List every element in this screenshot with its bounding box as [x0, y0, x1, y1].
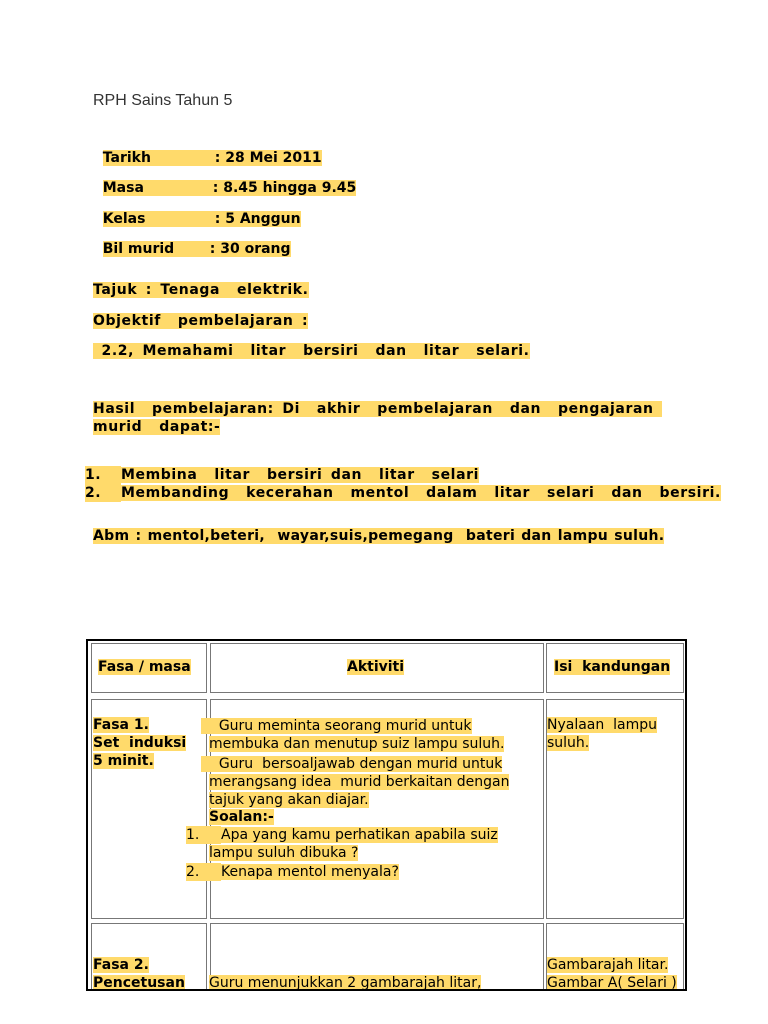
activity-line-4-text: merangsang idea murid berkaitan dengan — [209, 774, 510, 790]
hasil-line-2-text: murid dapat:- — [93, 419, 221, 435]
tajuk-text: Tajuk : Tenaga elektrik. — [93, 282, 309, 298]
row2-fasa-1-text: Fasa 2. — [93, 957, 149, 973]
soalan-label-text: Soalan:- — [209, 809, 274, 825]
activity-line-2-text: membuka dan menutup suiz lampu suluh. — [209, 736, 505, 752]
list-number: 2. — [85, 484, 121, 502]
info-label: Tarikh — [102, 150, 151, 166]
activity-line-5 — [209, 791, 369, 809]
header-aktiviti-text: Aktiviti — [347, 659, 405, 675]
question-1-text: Apa yang kamu perhatikan apabila suiz — [221, 827, 498, 843]
row2-activity-text: Guru menunjukkan 2 gambarajah litar, — [209, 975, 482, 991]
row1-fasa-2-text: Set induksi — [93, 735, 187, 751]
activity-line-3 — [201, 755, 502, 773]
abm-text: Abm : mentol,beteri, wayar,suis,pemegang bateri dan lampu suluh. — [93, 528, 665, 544]
row1-fasa-1-text: Fasa 1. — [93, 717, 149, 733]
activity-line-2 — [209, 735, 504, 753]
row1-fasa-1 — [93, 716, 149, 734]
row2-isi-1-text: Gambarajah litar. — [547, 957, 669, 973]
tajuk — [93, 280, 309, 300]
list-text: Membina litar bersiri dan litar selari — [120, 467, 480, 483]
header-isi-text: Isi kandungan — [554, 659, 671, 675]
question-2-text: Kenapa mentol menyala? — [221, 864, 399, 880]
question-1 — [186, 826, 498, 844]
lesson-table — [86, 639, 687, 991]
activity-line-3-text: Guru bersoaljawab dengan murid untuk — [218, 756, 503, 772]
info-bil-murid — [93, 219, 291, 259]
row2-fasa-2 — [93, 974, 185, 991]
row2-fasa-2-text: Pencetusan — [93, 975, 185, 991]
objektif — [93, 341, 530, 361]
row2-isi-1 — [547, 956, 668, 974]
hasil-line-1 — [93, 400, 662, 418]
list-text: Membanding kecerahan mentol dalam litar selari dan bersiri. — [120, 485, 721, 501]
info-value: : 30 orang — [209, 241, 291, 257]
row2-isi-2-text: Gambar A( Selari ) — [547, 975, 677, 991]
activity-line-5-text: tajuk yang akan diajar. — [209, 792, 369, 808]
info-label: Kelas — [102, 211, 146, 227]
info-label: Bil murid — [102, 241, 175, 257]
info-value: : 5 Anggun — [214, 211, 301, 227]
info-label: Masa — [102, 180, 144, 196]
question-2-number: 2. — [186, 863, 221, 881]
header-fasa-text: Fasa / masa — [98, 659, 191, 675]
info-value: : 8.45 hingga 9.45 — [212, 180, 357, 196]
row1-isi-2-text: suluh. — [547, 735, 590, 751]
header-aktiviti — [347, 658, 404, 676]
row2-activity — [209, 974, 481, 991]
info-value: : 28 Mei 2011 — [214, 150, 322, 166]
row1-fasa-3 — [93, 752, 154, 770]
document-title: RPH Sains Tahun 5 — [93, 92, 233, 109]
question-1-cont-text: lampu suluh dibuka ? — [209, 845, 359, 861]
soalan-label — [209, 808, 274, 826]
row2-isi-2 — [547, 974, 677, 991]
hasil-line-2 — [93, 418, 220, 436]
objektif-text: 2.2, Memahami litar bersiri dan litar selari. — [93, 343, 530, 359]
row1-fasa-2 — [93, 734, 186, 752]
hasil-line-1-text: Hasil pembelajaran: Di akhir pembelajaran dan pengajaran — [93, 401, 663, 417]
objektif-label-text: Objektif pembelajaran : — [93, 313, 309, 329]
activity-line-1 — [201, 717, 472, 735]
header-isi — [554, 658, 670, 676]
list-number: 1. — [85, 466, 121, 484]
header-fasa — [98, 658, 191, 676]
hasil-item-2 — [68, 466, 721, 502]
row1-isi-1 — [547, 716, 657, 734]
row1-fasa-3-text: 5 minit. — [93, 753, 154, 769]
question-1-number: 1. — [186, 826, 221, 844]
activity-line-1-text: Guru meminta seorang murid untuk — [218, 718, 472, 734]
abm — [93, 526, 664, 546]
row1-isi-2 — [547, 734, 589, 752]
question-1-cont — [209, 844, 358, 862]
row1-isi-1-text: Nyalaan lampu — [547, 717, 658, 733]
objektif-label — [93, 311, 308, 331]
question-2 — [186, 863, 399, 881]
row2-fasa-1 — [93, 956, 149, 974]
activity-line-4 — [209, 773, 509, 791]
